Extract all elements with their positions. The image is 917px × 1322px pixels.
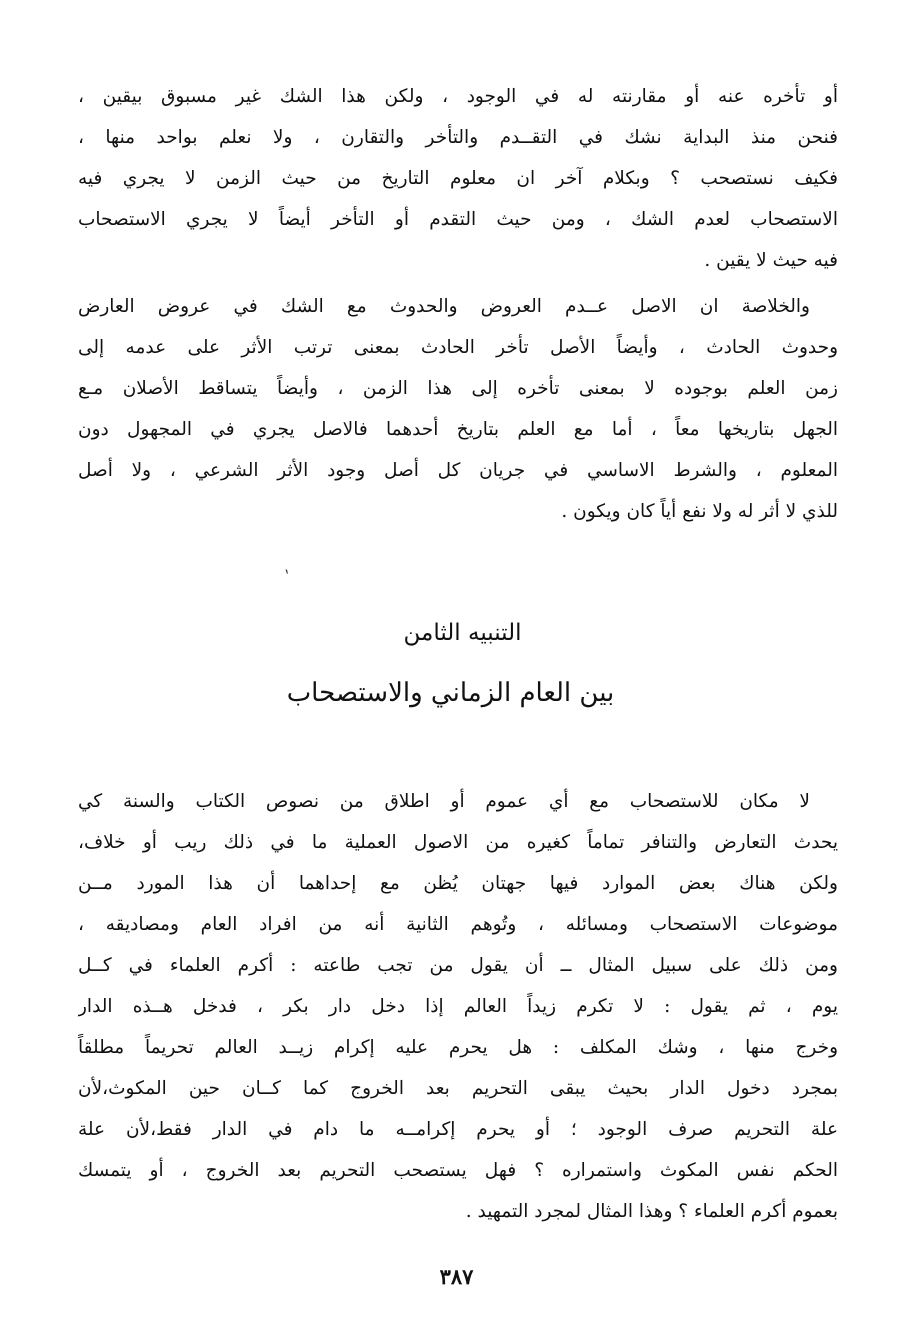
text-line: علة التحريم صرف الوجود ؛ أو يحرم إكرامــه ما دام في الدار فقط،لأن علة [78,1119,838,1140]
text-line: موضوعات الاستصحاب ومسائله ، وتُوهم الثانية أنه من افراد العام ومصاديقه ، [78,914,838,935]
text-line: يحدث التعارض والتنافر تماماً كغيره من الاصول العملية ما في ذلك ريب أو خلاف، [78,832,838,853]
page-number: ٣٨٧ [439,1264,474,1289]
text-line: بمجرد دخول الدار بحيث يبقى التحريم بعد الخروج كما كــان حين المكوث،لأن [78,1078,838,1099]
text-line: فكيف نستصحب ؟ وبكلام آخر ان معلوم التاريخ من حيث الزمن لا يجري فيه [78,168,838,189]
text-line-indented: والخلاصة ان الاصل عــدم العروض والحدوث مع الشك في عروض العارض [78,296,810,317]
paragraph-1 [78,76,838,281]
text-line: المعلوم ، والشرط الاساسي في جريان كل أصل وجود الأثر الشرعي ، ولا أصل [78,460,838,481]
text-line: أو تأخره عنه أو مقارنته له في الوجود ، ولكن هذا الشك غير مسبوق بيقين ، [78,86,838,107]
text-line-last: فيه حيث لا يقين . [704,250,838,271]
text-line: فنحن منذ البداية نشك في التقــدم والتأخر والتقارن ، ولا نعلم بواحد منها ، [78,127,838,148]
paragraph-2 [78,286,838,532]
section-heading: التنبيه الثامن [403,620,522,646]
text-line: يوم ، ثم يقول : لا تكرم زيداً العالم إذا دخل دار بكر ، فدخل هــذه الدار [78,996,838,1017]
text-line: وخرج منها ، وشك المكلف : هل يحرم عليه إكرام زيــد العالم تحريماً مطلقاً [78,1037,838,1058]
text-line: ولكن هناك بعض الموارد فيها جهتان يُظن مع إحداهما أن هذا المورد مــن [78,873,838,894]
text-line: الجهل بتاريخها معاً ، أما مع العلم بتاريخ أحدهما فالاصل يجري في المجهول دون [78,419,838,440]
stray-mark: ˋ [275,567,294,590]
text-line: زمن العلم بوجوده لا بمعنى تأخره إلى هذا الزمن ، وأيضاً يتساقط الأصلان مـع [78,378,838,399]
section-subheading: بين العام الزماني والاستصحاب [286,678,615,708]
text-line: وحدوث الحادث ، وأيضاً الأصل تأخر الحادث بمعنى ترتب الأثر على عدمه إلى [78,337,838,358]
text-line: الاستصحاب لعدم الشك ، ومن حيث التقدم أو التأخر أيضاً لا يجري الاستصحاب [78,209,838,230]
text-line-last: بعموم أكرم العلماء ؟ وهذا المثال لمجرد التمهيد . [465,1201,838,1222]
text-line: ومن ذلك على سبيل المثال ــ أن يقول من تجب طاعته : أكرم العلماء في كــل [78,955,838,976]
text-line-last: للذي لا أثر له ولا نفع أياً كان ويكون . [561,501,838,522]
text-line: الحكم نفس المكوث واستمراره ؟ فهل يستصحب التحريم بعد الخروج ، أو يتمسك [78,1160,838,1181]
text-line-indented: لا مكان للاستصحاب مع أي عموم أو اطلاق من نصوص الكتاب والسنة كي [78,791,810,812]
paragraph-3 [78,781,838,1232]
